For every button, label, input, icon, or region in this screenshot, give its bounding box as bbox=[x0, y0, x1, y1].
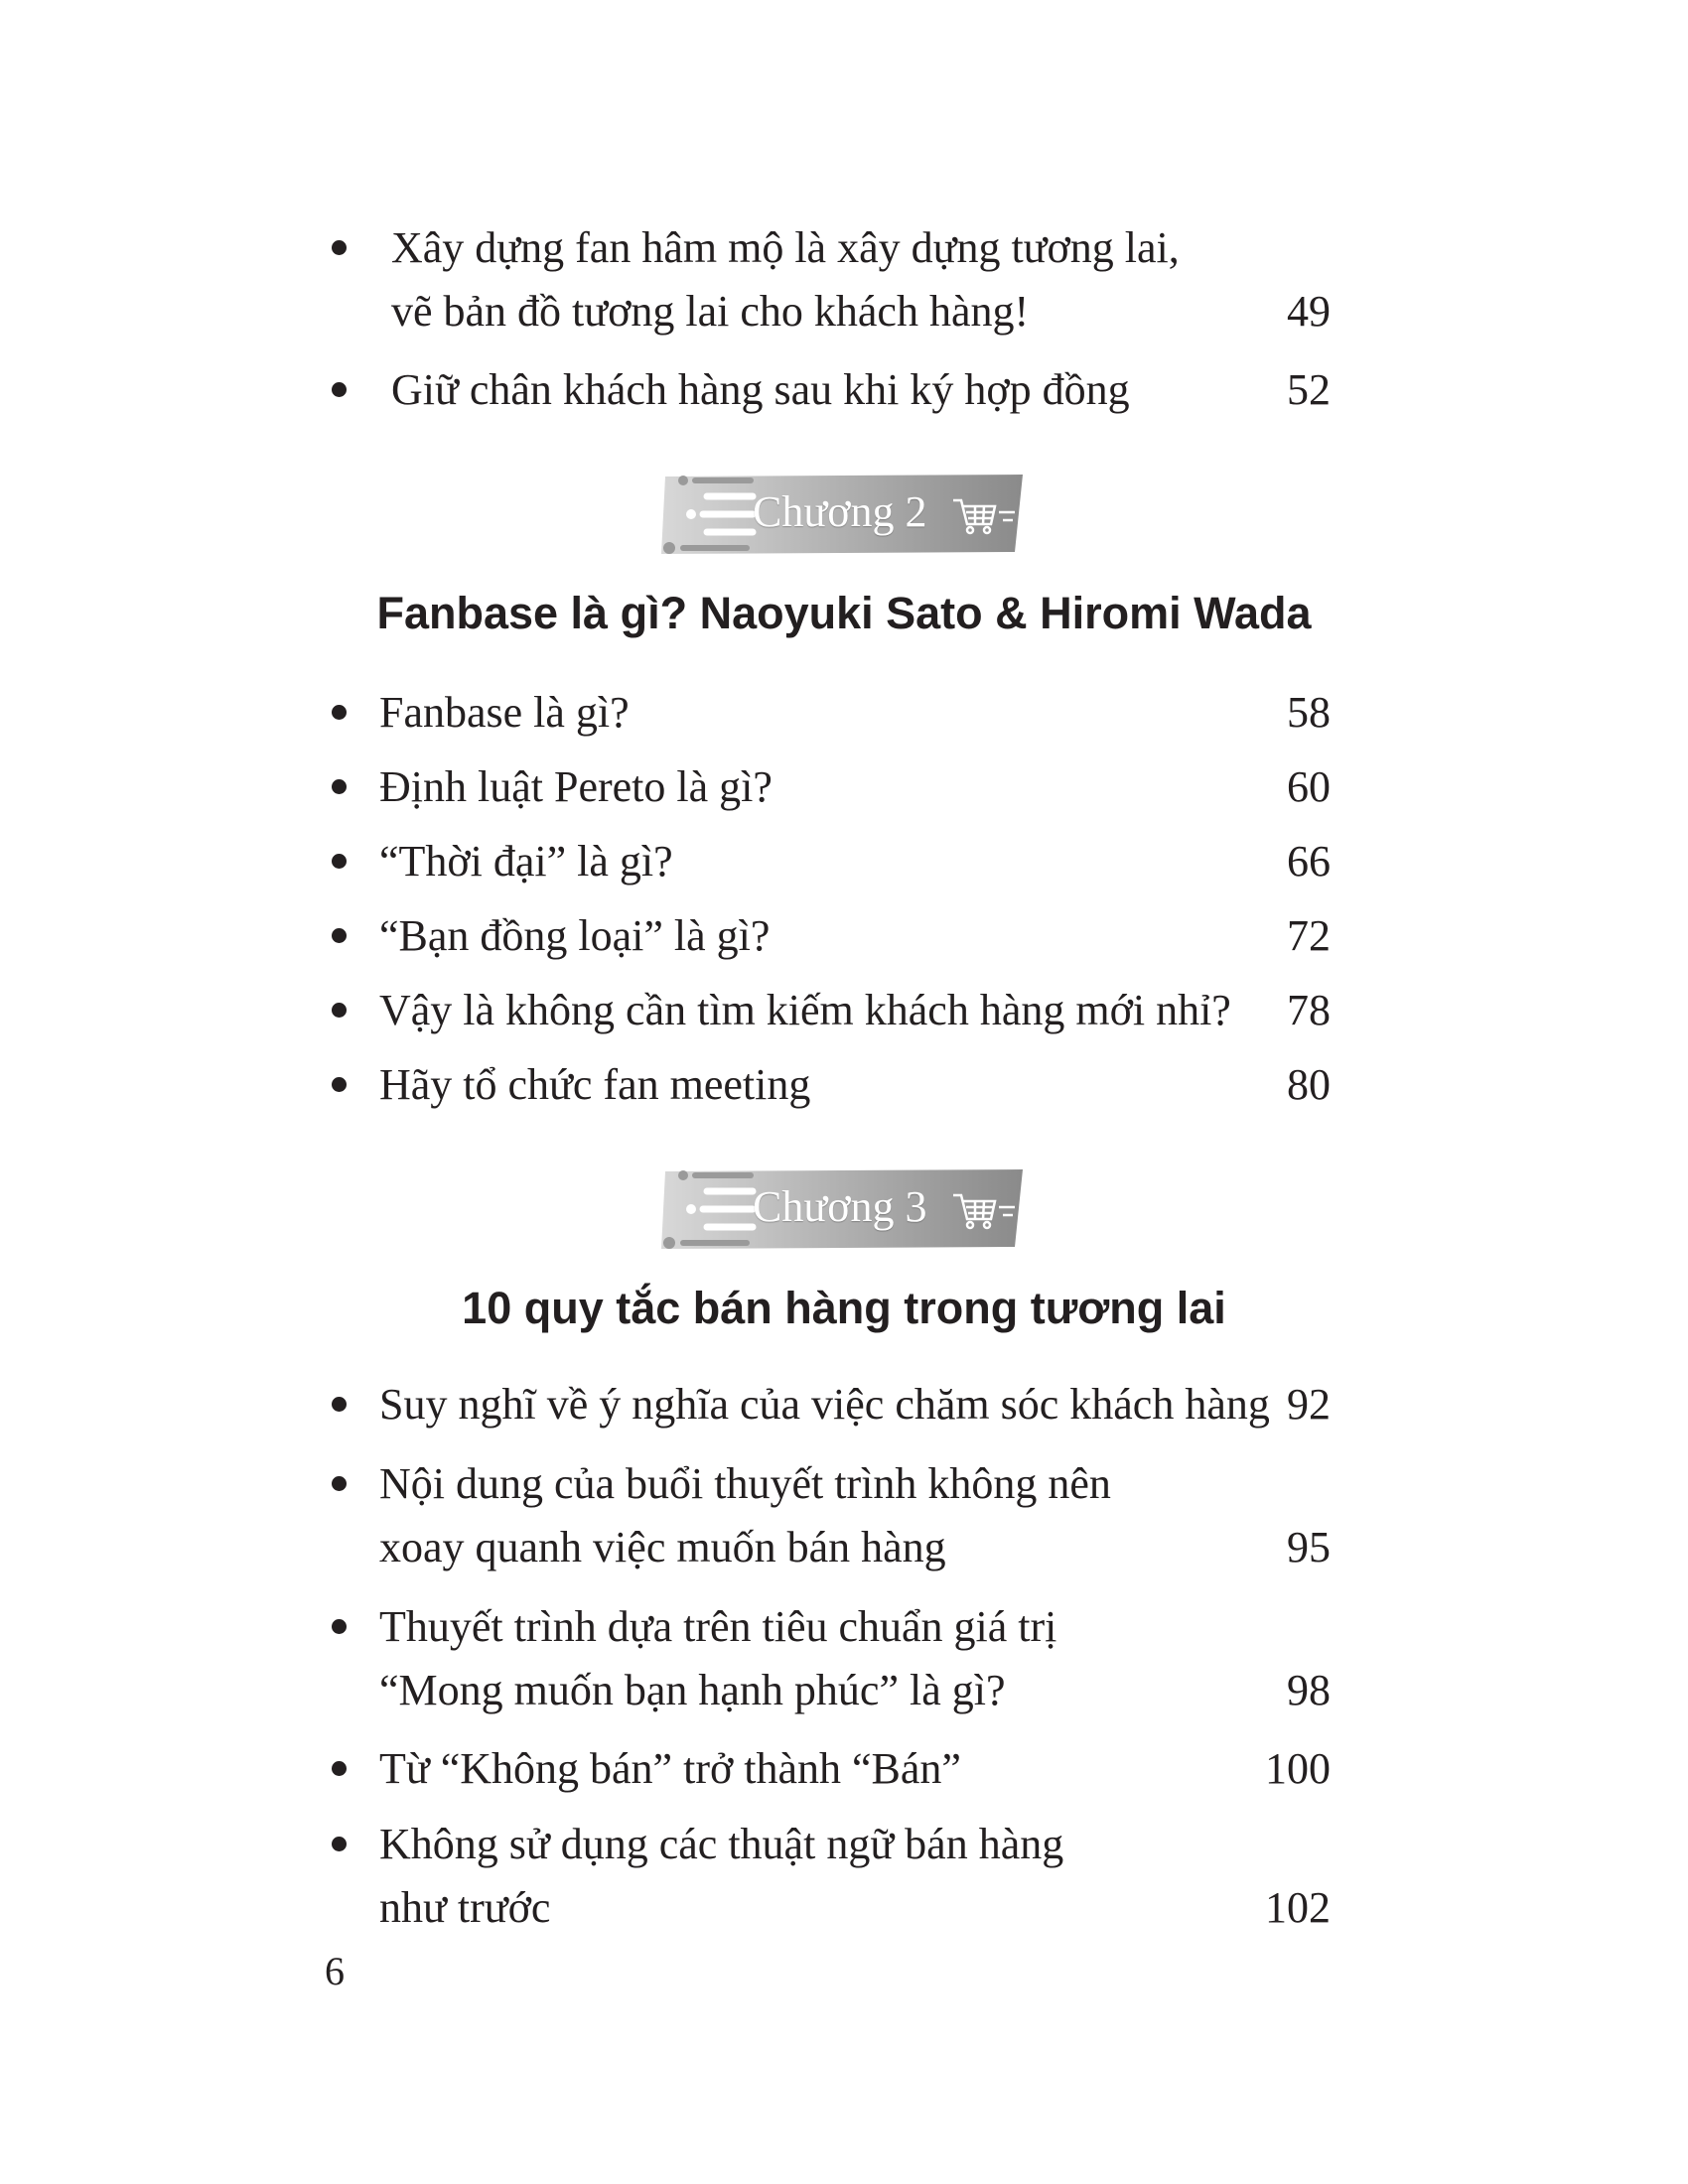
entry-title-line: Thuyết trình dựa trên tiêu chuẩn giá trị bbox=[379, 1602, 1057, 1651]
bullet-icon bbox=[332, 779, 347, 794]
bullet-icon bbox=[332, 705, 347, 720]
entry-page-number: 100 bbox=[1265, 1744, 1331, 1793]
entry-page-number: 98 bbox=[1287, 1666, 1331, 1714]
toc-entry bbox=[318, 216, 1331, 343]
entry-page-number: 102 bbox=[1265, 1883, 1331, 1932]
entry-page-number: 78 bbox=[1287, 986, 1331, 1034]
bullet-icon bbox=[332, 928, 347, 943]
entry-page-number: 92 bbox=[1287, 1380, 1331, 1429]
toc-entry bbox=[318, 1373, 1331, 1436]
entry-page-number: 95 bbox=[1287, 1523, 1331, 1571]
toc-entry bbox=[318, 1737, 1331, 1801]
entry-page-number: 60 bbox=[1287, 762, 1331, 811]
bullet-icon bbox=[332, 240, 347, 255]
toc-entry bbox=[318, 1452, 1331, 1579]
toc-entry bbox=[318, 904, 1331, 968]
bullet-icon bbox=[332, 1837, 347, 1851]
entry-title-line: “Mong muốn bạn hạnh phúc” là gì? bbox=[379, 1666, 1006, 1714]
entry-title-line: Định luật Pereto là gì? bbox=[379, 762, 773, 811]
toc-entry bbox=[318, 1053, 1331, 1117]
chapter-banner bbox=[655, 1163, 1023, 1253]
entry-title-line: Fanbase là gì? bbox=[379, 688, 630, 737]
entry-title-line: Từ “Không bán” trở thành “Bán” bbox=[379, 1744, 961, 1793]
entry-title-line: Suy nghĩ về ý nghĩa của việc chăm sóc khách hàng bbox=[379, 1380, 1270, 1429]
entry-page-number: 66 bbox=[1287, 837, 1331, 886]
entry-page-number: 72 bbox=[1287, 911, 1331, 960]
entry-title-line: Hãy tổ chức fan meeting bbox=[379, 1060, 811, 1109]
chapter-title: Fanbase là gì? Naoyuki Sato & Hiromi Wada bbox=[376, 588, 1312, 638]
bullet-icon bbox=[332, 1003, 347, 1018]
entry-page-number: 58 bbox=[1287, 688, 1331, 737]
entry-page-number: 80 bbox=[1287, 1060, 1331, 1109]
entry-title-line: Vậy là không cần tìm kiếm khách hàng mới nhỉ? bbox=[379, 986, 1231, 1034]
bullet-icon bbox=[332, 1619, 347, 1634]
bullet-icon bbox=[332, 1476, 347, 1491]
entry-page-number: 52 bbox=[1287, 365, 1331, 414]
chapter-label: Chương 2 bbox=[753, 487, 927, 536]
bullet-icon bbox=[332, 1761, 347, 1776]
page-number: 6 bbox=[325, 1949, 345, 1993]
bullet-icon bbox=[332, 1397, 347, 1412]
entry-title-line: vẽ bản đồ tương lai cho khách hàng! bbox=[391, 287, 1030, 336]
entry-title-line: như trước bbox=[379, 1883, 551, 1932]
toc-entry bbox=[318, 755, 1331, 819]
bullet-icon bbox=[332, 382, 347, 397]
toc-entry bbox=[318, 1813, 1331, 1940]
bullet-icon bbox=[332, 1077, 347, 1092]
entry-title-line: “Thời đại” là gì? bbox=[379, 837, 673, 886]
toc-entry bbox=[318, 1595, 1331, 1722]
entry-title-line: Nội dung của buổi thuyết trình không nên bbox=[379, 1459, 1111, 1508]
chapter-banner bbox=[655, 469, 1023, 558]
toc-entry bbox=[318, 358, 1331, 422]
entry-title-line: “Bạn đồng loại” là gì? bbox=[379, 911, 771, 960]
entry-title-line: Giữ chân khách hàng sau khi ký hợp đồng bbox=[391, 365, 1130, 414]
entry-title-line: Xây dựng fan hâm mộ là xây dựng tương lai, bbox=[391, 223, 1180, 272]
toc-entry bbox=[318, 830, 1331, 893]
toc-entry bbox=[318, 681, 1331, 745]
bullet-icon bbox=[332, 854, 347, 869]
chapter-label: Chương 3 bbox=[753, 1182, 927, 1231]
entry-title-line: xoay quanh việc muốn bán hàng bbox=[379, 1523, 946, 1571]
entry-title-line: Không sử dụng các thuật ngữ bán hàng bbox=[379, 1820, 1064, 1868]
chapter-title: 10 quy tắc bán hàng trong tương lai bbox=[462, 1283, 1226, 1333]
toc-entry bbox=[318, 979, 1331, 1042]
entry-page-number: 49 bbox=[1287, 287, 1331, 336]
